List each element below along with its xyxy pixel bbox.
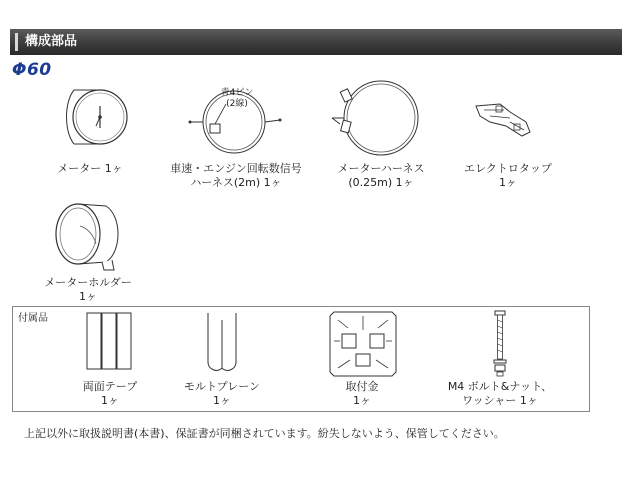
accessory-caption-bolt [440, 380, 560, 408]
caption-line: メーターホルダー [44, 276, 132, 289]
moltoprene-illustration [206, 312, 238, 374]
part-caption-meter-harness [326, 162, 436, 190]
caption-line: ハーネス(2m) 1ヶ [190, 176, 282, 189]
footer-note: 上記以外に取扱説明書(本書)、保証書が同梱されています。紛失しないよう、保管してください。 [24, 427, 505, 440]
electro-tap-illustration [470, 96, 540, 141]
caption-line: 1ヶ [213, 394, 231, 407]
caption-line: 車速・エンジン回転数信号 [170, 162, 302, 175]
part-caption-meter [40, 162, 140, 176]
accessory-caption-bracket [322, 380, 402, 408]
harness-callout [212, 88, 262, 110]
callout-line: (2線) [226, 99, 248, 109]
header-marker [15, 33, 18, 51]
caption-line: エレクトロタップ [464, 162, 552, 175]
accessories-title: 付属品 [18, 313, 48, 324]
caption-line: ワッシャー 1ヶ [462, 394, 538, 407]
caption-line: 1ヶ [79, 290, 97, 303]
mounting-bracket-illustration [328, 310, 398, 378]
bolt-nut-washer-illustration [492, 310, 508, 378]
caption-line: 1ヶ [353, 394, 371, 407]
part-caption-meter-holder [38, 276, 138, 304]
section-title: 構成部品 [25, 34, 78, 49]
caption-line: 両面テープ [82, 380, 138, 393]
caption-line: 取付金 [345, 380, 379, 393]
section-header [10, 29, 622, 55]
meter-illustration [66, 82, 136, 152]
meter-holder-illustration [50, 196, 130, 276]
accessory-caption-tape [70, 380, 150, 408]
caption-line: メーターハーネス [337, 162, 425, 175]
double-sided-tape-illustration [86, 312, 132, 372]
caption-line: 1ヶ [499, 176, 517, 189]
part-caption-electro-tap [458, 162, 558, 190]
size-label: Φ60 [12, 60, 52, 80]
caption-line: M4 ボルト&ナット、 [447, 380, 553, 393]
meter-harness-illustration [326, 78, 426, 158]
caption-line: (0.25m) 1ヶ [348, 176, 414, 189]
caption-line: メーター 1ヶ [57, 162, 123, 175]
callout-line: 青4ピン [220, 88, 254, 98]
caption-line: 1ヶ [101, 394, 119, 407]
caption-line: モルトプレーン [183, 380, 260, 393]
accessory-caption-moltoprene [176, 380, 268, 408]
part-caption-signal-harness [166, 162, 306, 190]
